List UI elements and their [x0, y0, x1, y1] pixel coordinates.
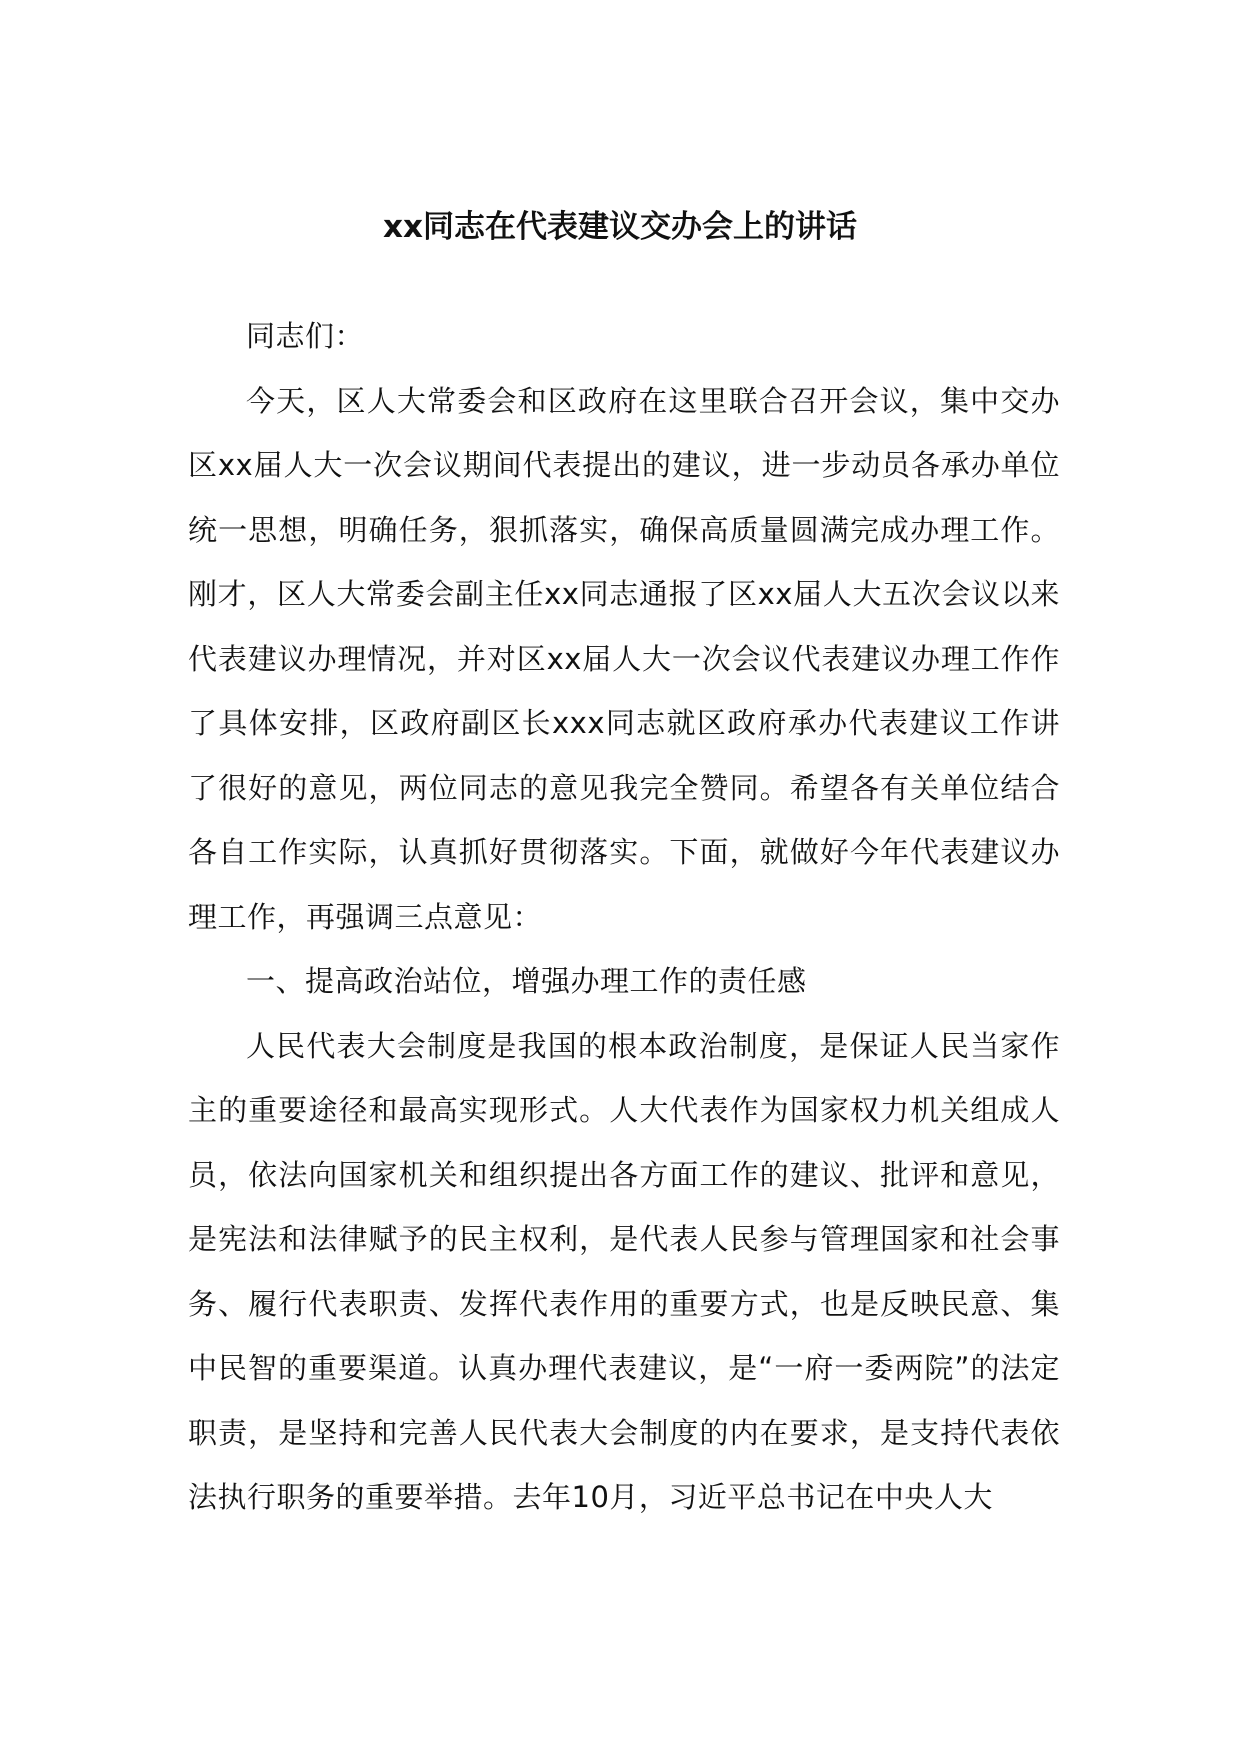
section-heading-1: 一、提高政治站位，增强办理工作的责任感 [246, 964, 807, 998]
paragraph-section-1: 人民代表大会制度是我国的根本政治制度，是保证人民当家作主的重要途径和最高实现形式。人大代表作为国家权力机关组成人员，依法向国家机关和组织提出各方面工作的建议、批评和意见，是宪法和法律赋予的民主权利，是代表人民参与管理国家和社会事务、履行代表职责、发挥代表作用的重要方式，也是反映民意、集中民智的重要渠道。认真办理代表建议，是“一府一委两院”的法定职责，是坚持和完善人民代表大会制度的内在要求，是支持代表依法执行职务的重要举措。去年10月，习近平总书记在中央人大 [188, 1028, 1060, 1514]
document-body [188, 304, 1060, 1530]
paragraph-intro: 今天，区人大常委会和区政府在这里联合召开会议，集中交办区xx届人大一次会议期间代表提出的建议，进一步动员各承办单位统一思想，明确任务，狠抓落实，确保高质量圆满完成办理工作。刚才，区人大常委会副主任xx同志通报了区xx届人大五次会议以来代表建议办理情况，并对区xx届人大一次会议代表建议办理工作作了具体安排，区政府副区长xxx同志就区政府承办代表建议工作讲了很好的意见，两位同志的意见我完全赞同。希望各有关单位结合各自工作实际，认真抓好贯彻落实。下面，就做好今年代表建议办理工作，再强调三点意见： [188, 383, 1060, 934]
document-title: xx同志在代表建议交办会上的讲话 [383, 209, 857, 245]
salutation: 同志们： [246, 319, 365, 353]
